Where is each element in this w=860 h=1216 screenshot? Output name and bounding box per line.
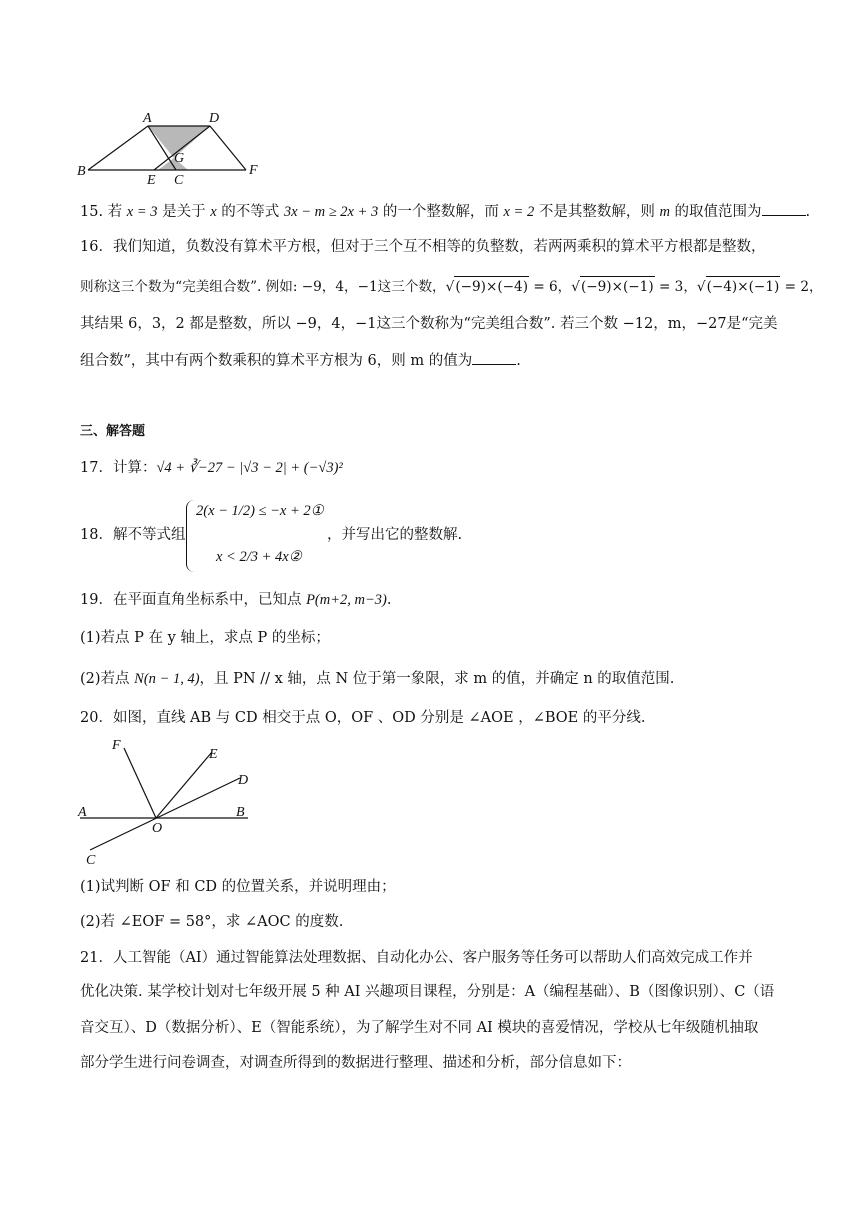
label-c: C	[86, 853, 96, 868]
question-19-part1: (1)若点 P 在 y 轴上，求点 P 的坐标；	[80, 630, 330, 646]
label-b: B	[77, 164, 86, 179]
q15-text: 的不等式	[216, 204, 284, 220]
label-e: E	[147, 173, 156, 188]
answer-blank[interactable]	[472, 350, 516, 365]
label-d: D	[238, 773, 249, 788]
question-21-line2: 优化决策. 某学校计划对七年级开展 5 种 AI 兴趣项目课程，分别是：A（编程基础）、B（图像识别）、C（语	[80, 984, 775, 1000]
label-e: E	[209, 747, 218, 762]
q15-math: x = 3	[126, 204, 158, 220]
q15-text: 的取值范围为	[669, 204, 762, 220]
question-16-line1: 16．我们知道，负数没有算术平方根，但对于三个互不相等的负整数，若两两乘积的算术平方根都是整数，	[80, 239, 766, 255]
q16-sqrt-3: √(−4)×(−1)	[697, 279, 780, 295]
q16-text: = 3，	[654, 279, 697, 295]
label-f: F	[112, 738, 121, 753]
question-17	[80, 458, 343, 478]
q16-sqrt-1: √(−9)×(−4)	[446, 279, 529, 295]
q15-math: 3x − m ≥ 2x + 3	[283, 204, 379, 220]
q16-text: = 2，	[780, 279, 823, 295]
question-20: 20．如图，直线 AB 与 CD 相交于点 O，OF 、OD 分别是 ∠AOE ，∠BOE 的平分线.	[80, 710, 646, 726]
segment-ab	[88, 126, 148, 170]
q19-text: (2)若点	[80, 671, 135, 687]
q15-text: 15. 若	[80, 204, 127, 220]
q18-tail: ，并写出它的整数解.	[327, 527, 463, 543]
figure-angles	[72, 732, 272, 868]
q16-text: .	[516, 353, 521, 369]
question-19-part2	[80, 669, 674, 689]
q16-text: 则称这三个数为“完美组合数”. 例如: −9，4，−1这三个数，	[80, 279, 446, 295]
question-16-line3: 其结果 6，3，2 都是整数，所以 −9，4，−1这三个数称为“完美组合数”. 若三个数 −12，m，−27是“完美	[80, 316, 778, 332]
question-21-line1: 21．人工智能（AI）通过智能算法处理数据、自动化办公、客户服务等任务可以帮助人们高效完成工作并	[80, 950, 753, 966]
q17-expression: √4 + ∛−27 − |√3 − 2| + (−√3)²	[156, 460, 343, 476]
question-20-part1: (1)试判断 OF 和 CD 的位置关系，并说明理由；	[80, 879, 396, 895]
ray-oe	[156, 752, 212, 818]
q15-text: 是关于	[157, 204, 211, 220]
label-a: A	[78, 805, 87, 820]
q15-var: x	[210, 204, 217, 220]
q19-text: 19．在平面直角坐标系中，已知点	[80, 592, 307, 608]
label-f: F	[249, 163, 258, 178]
question-20-part2: (2)若 ∠EOF = 58°，求 ∠AOC 的度数.	[80, 914, 344, 930]
q16-text: = 6，	[529, 279, 572, 295]
question-21-line3: 音交互）、D（数据分析）、E（智能系统），为了解学生对不同 AI 模块的喜爱情况，学校从七年级随机抽取	[80, 1020, 759, 1036]
section-heading: 三、解答题	[80, 424, 146, 439]
question-21-line4: 部分学生进行问卷调查，对调查所得到的数据进行整理、描述和分析，部分信息如下：	[80, 1055, 631, 1071]
question-18-label: 18．解不等式组	[80, 527, 186, 543]
label-b: B	[236, 805, 245, 820]
figure-trapezoid	[72, 112, 272, 192]
label-g: G	[174, 151, 185, 166]
label-d: D	[209, 111, 220, 126]
answer-blank[interactable]	[762, 201, 806, 216]
segment-df	[210, 126, 246, 170]
label-o: O	[152, 821, 163, 836]
q19-text: ，且 PN // x 轴，点 N 位于第一象限，求 m 的值，并确定 n 的取值范围.	[199, 671, 675, 687]
question-16-line4	[80, 350, 521, 371]
q18-inequality-1: 2(x − 1/2) ≤ −x + 2①	[196, 503, 324, 519]
q15-text: 的一个整数解，而	[378, 204, 504, 220]
q15-math: x = 2	[503, 204, 535, 220]
q15-text: 不是其整数解，则	[534, 204, 660, 220]
label-a: A	[143, 111, 152, 126]
q15-text: .	[805, 204, 811, 220]
question-19	[80, 590, 391, 610]
q19-point-n: N(n − 1, 4)	[134, 671, 200, 687]
q15-var: m	[659, 204, 670, 220]
q16-text: 组合数”，其中有两个数乘积的算术平方根为 6，则 m 的值为	[80, 353, 473, 369]
question-16-line2	[80, 276, 823, 297]
q18-inequality-2: x < 2/3 + 4x②	[216, 549, 302, 565]
label-c: C	[174, 173, 184, 188]
q16-sqrt-2: √(−9)×(−1)	[571, 279, 654, 295]
question-15	[80, 201, 810, 222]
line-cd	[90, 778, 240, 850]
q19-text: .	[386, 592, 392, 608]
ray-of	[124, 748, 156, 818]
q19-point-p: P(m+2, m−3)	[306, 592, 387, 608]
q17-label: 17．计算：	[80, 460, 157, 476]
